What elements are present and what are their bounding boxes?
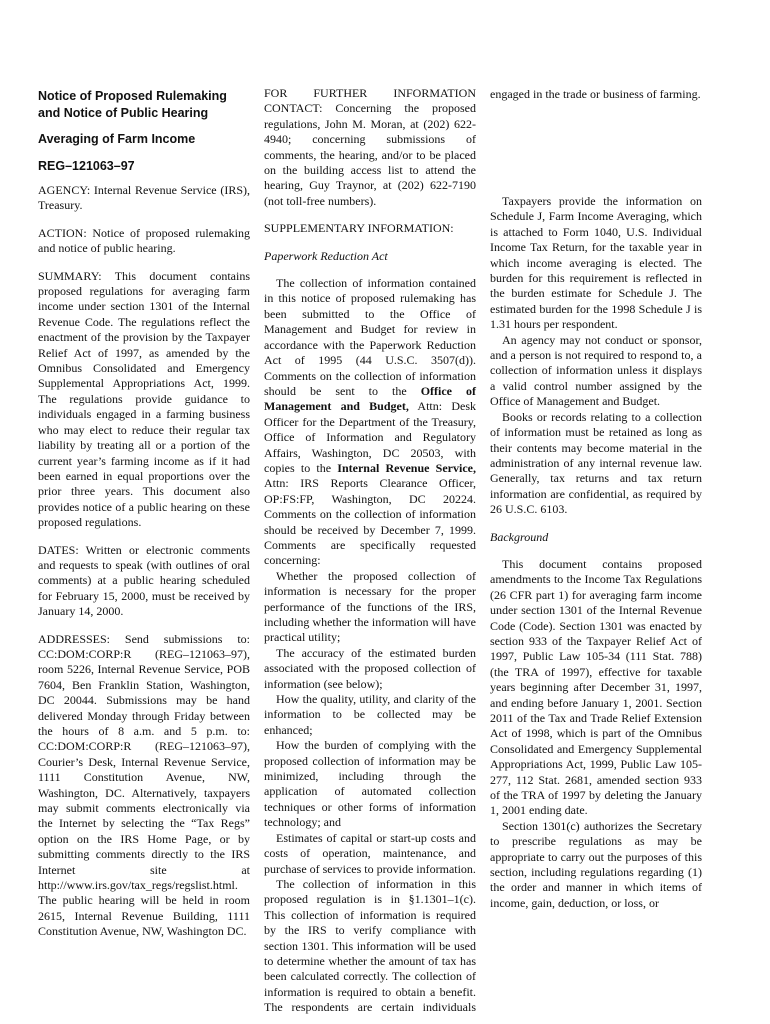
- paperwork-paragraph: [264, 276, 476, 569]
- supplementary-heading: SUPPLEMENTARY INFORMATION:: [264, 221, 454, 236]
- authority-paragraph: Section 1301(c) authorizes the Secretary to prescribe regulations as may be appropriate to carry out the purposes of this section, including regulations regarding (1) the order and manner in which items of income, gain, deduction, or loss, or: [490, 818, 702, 910]
- paperwork-text-2: Attn: Desk Officer for the Department of the Treasury, Office of Information and Regulatory Affairs, Washington, DC 20503, with copies to the: [264, 399, 477, 475]
- concern-item: Estimates of capital or start-up costs and costs of operation, maintenance, and purchase of services to provide information.: [264, 830, 476, 876]
- concern-item: How the quality, utility, and clarity of the information to be collected may be enhanced;: [264, 692, 476, 737]
- records-paragraph: Books or records relating to a collection of information must be retained as long as their contents may become material in the administration of any internal revenue law. Generally, tax returns and tax return information are confidential, as required by 26 U.S.C. 6103.: [490, 409, 702, 517]
- irs-name: Internal Revenue Service,: [337, 460, 476, 475]
- further-info-paragraph: FOR FURTHER INFORMATION CONTACT: Concerning the proposed regulations, John M. Moran, at (202) 622-4940; concerning submissions of comments, the hearing, and/or to be placed on the building access list to attend the hearing, Guy Traynor, at (202) 622-7190 (not toll-free numbers).: [264, 86, 476, 208]
- agency-paragraph: AGENCY: Internal Revenue Service (IRS), Treasury.: [38, 183, 250, 213]
- notice-title: [38, 88, 250, 122]
- schedule-j-paragraph: Taxpayers provide the information on Schedule J, Farm Income Averaging, which is attached to Form 1040, U.S. Individual Income Tax Return, for the taxable year in which income averaging is elected. The burden for this requirement is reflected in the burden estimate for Schedule J. The estimated burden for the 1998 Schedule J is 1.31 hours per respondent.: [490, 194, 702, 332]
- paperwork-text-1: The collection of information contained in this notice of proposed rulemaking has been submitted to the Office of Management and Budget for review in accordance with the Paperwork Reduction Act of 1995 (44 U.S.C. 3507(d)). Comments on the collection of information should be sent to the: [264, 276, 476, 398]
- summary-paragraph: SUMMARY: This document contains proposed regulations for averaging farm income under section 1301 of the Internal Revenue Code. The regulations reflect the enactment of the provision by the Taxpayer Relief Act of 1997, as amended by the Omnibus Consolidated and Emergency Supplemental Appropriations Act, 1999. The regulations provide guidance to individuals engaged in a farming business who may elect to reduce their regular tax liability by treating all or a portion of the current year’s farming income as if it had been earned in equal proportions over the prior three years. This document also provides notice of a public hearing on these proposed regulations.: [38, 268, 250, 530]
- paperwork-text-3: Attn: IRS Reports Clearance Officer, OP:FS:FP, Washington, DC 20224. Comments on the collection of information should be received by December 7, 1999. Comments are specifically requested concerning:: [264, 476, 476, 568]
- background-paragraph: This document contains proposed amendments to the Income Tax Regulations (26 CFR part 1) for averaging farm income under section 1301 of the Internal Revenue Code (Code). Section 1301 was enacted by section 933 of the Taxpayer Relief Act of 1997, Public Law 105-34 (111 Stat. 788) (the TRA of 1997), effective for taxable years beginning after December 31, 1997, and ending before January 1, 2001. Section 2011 of the Tax and Trade Relief Extension Act of 1998, which is part of the Omnibus Consolidated and Emergency Supplemental Appropriations Act, 1999, Public Law 105-277, 112 Stat. 2681, amended section 933 of the TRA of 1997 by deleting the January 1, 2001 ending date.: [490, 556, 702, 818]
- concern-item: Whether the proposed collection of information is necessary for the proper performance of the functions of the IRS, including whether the information will have practical utility;: [264, 568, 476, 645]
- collection-paragraph-continued: [490, 86, 702, 194]
- collection-paragraph: The collection of information in this proposed regulation is in §1.1301–1(c). This collection of information is required by the IRS to verify compliance with section 1301. This information will be used to determine whether the amount of tax has been calculated correctly. The collection of information is required to obtain a benefit. The respondents are certain individuals: [264, 876, 476, 1015]
- concern-item: How the burden of complying with the proposed collection of information may be minimized, including through the application of automated collection techniques or other forms of information technology; and: [264, 738, 476, 830]
- column-middle: [264, 86, 476, 1015]
- action-paragraph: ACTION: Notice of proposed rulemaking and notice of public hearing.: [38, 225, 250, 256]
- collection-text-continued: engaged in the trade or business of farming.: [490, 86, 701, 101]
- column-left: [38, 86, 250, 940]
- addresses-paragraph: ADDRESSES: Send submissions to: CC:DOM:CORP:R (REG–121063–97), room 5226, Internal Revenue Service, POB 7604, Ben Franklin Station, Washington, DC 20044. Submissions may be hand delivered Monday through Friday between the hours of 8 a.m. and 5 p.m. to: CC:DOM:CORP:R (REG–121063–97), Courier’s Desk, Internal Revenue Service, 1111 Constitution Avenue, NW, Washington, DC. Alternatively, taxpayers may submit comments electronically via the Internet by selecting the “Tax Regs” option on the IRS Home Page, or by submitting comments directly to the IRS Internet site at http://www.irs.gov/tax_regs/regslist.html. The public hearing will be held in room 2615, Internal Revenue Building, 1111 Constitution Avenue, NW, Washington DC.: [38, 631, 250, 939]
- control-number-paragraph: An agency may not conduct or sponsor, and a person is not required to respond to, a collection of information unless it displays a valid control number assigned by the Office of Management and Budget.: [490, 332, 702, 409]
- regulation-number: REG–121063–97: [38, 159, 135, 173]
- concern-item: The accuracy of the estimated burden associated with the proposed collection of information (see below);: [264, 645, 476, 691]
- omb-name: Office of Management and Budget,: [264, 383, 477, 414]
- notice-title-line-1: Notice of Proposed Rulemaking: [38, 89, 227, 103]
- background-heading: Background: [490, 529, 549, 544]
- notice-title-line-2: and Notice of Public Hearing: [38, 106, 209, 120]
- column-right: [490, 86, 702, 911]
- notice-subtitle: Averaging of Farm Income: [38, 132, 196, 146]
- dates-paragraph: DATES: Written or electronic comments and requests to speak (with outlines of oral comments) at a public hearing scheduled for February 15, 2000, must be received by January 14, 2000.: [38, 542, 250, 619]
- paperwork-heading: Paperwork Reduction Act: [264, 248, 388, 263]
